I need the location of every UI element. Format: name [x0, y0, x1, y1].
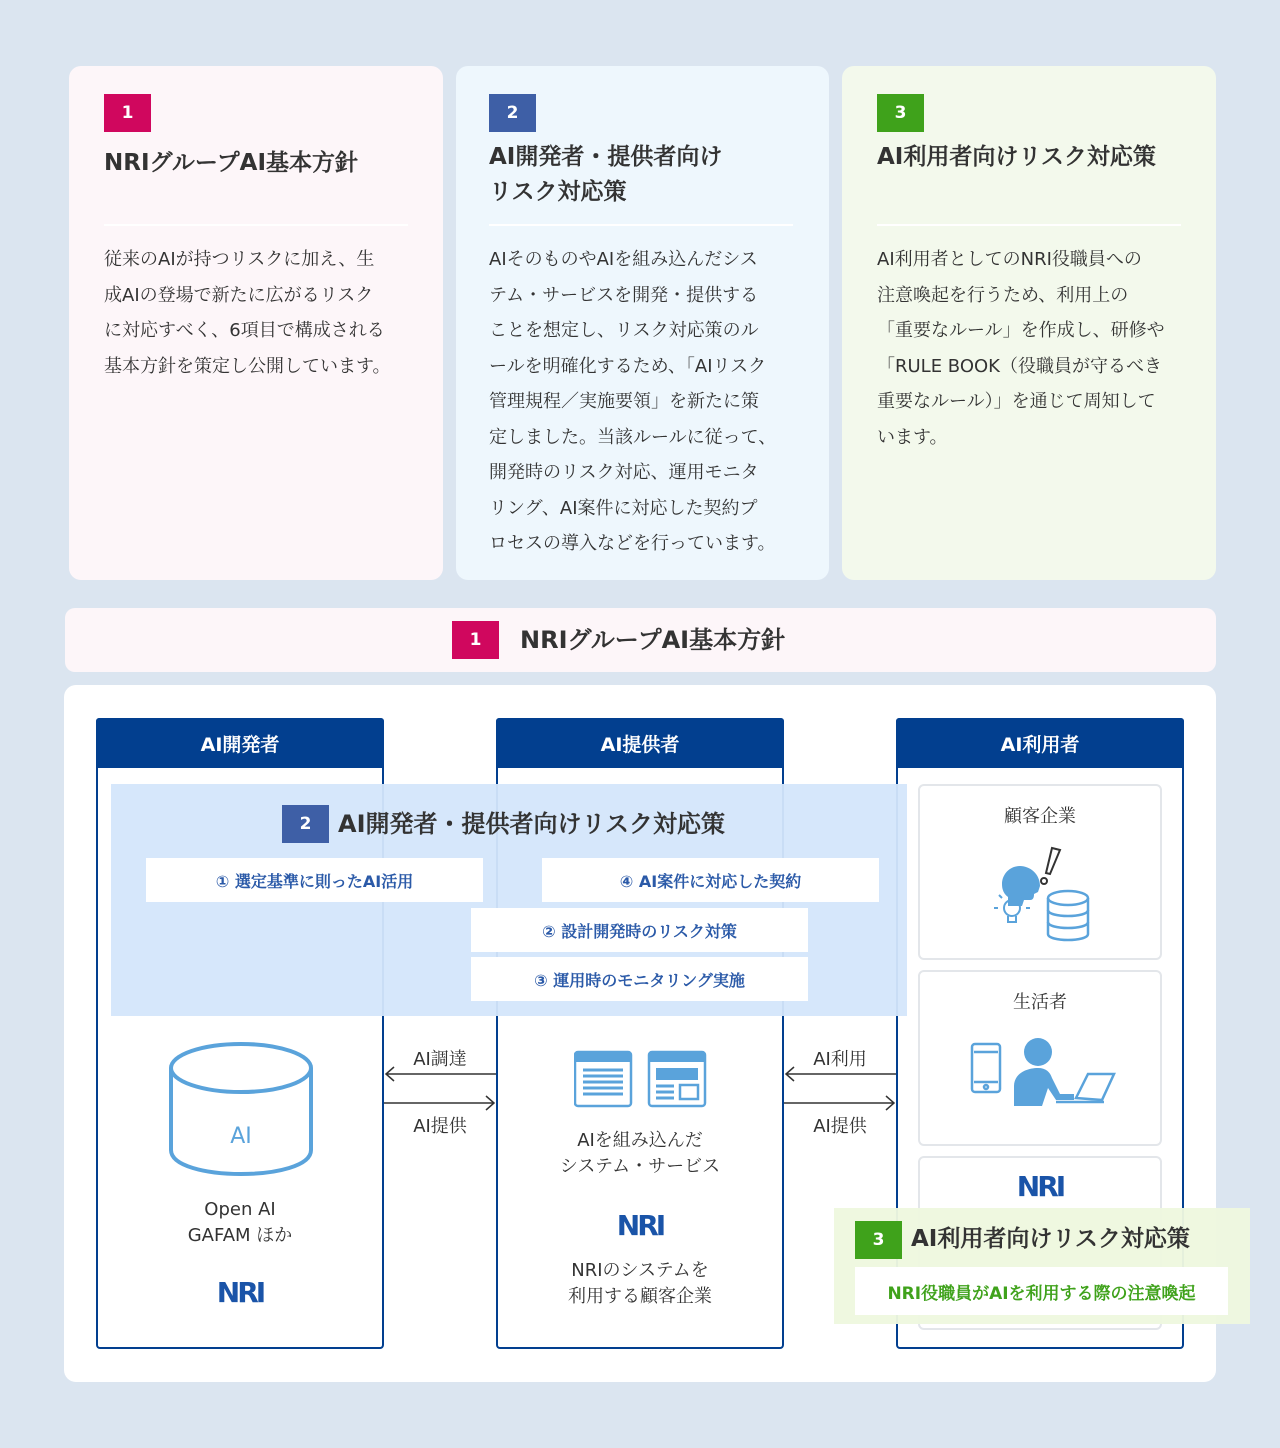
- card-developer-provider-measures: [456, 66, 829, 580]
- smartphone-icon: [972, 1044, 1000, 1092]
- left-arrow-icon: [384, 1066, 496, 1082]
- consumer-label: 生活者: [1013, 992, 1067, 1013]
- card-title-line: AI開発者・提供者向け: [489, 144, 723, 170]
- card-text-line: 「RULE BOOK（役職員が守るべき: [877, 355, 1162, 377]
- card-number-badge: 3: [877, 94, 924, 132]
- card-text-line: ロセスの導入などを行っています。: [489, 533, 776, 554]
- card-title: [104, 146, 424, 181]
- system-service-icon: [574, 1050, 708, 1110]
- arrow-label-ai-use: AI利用: [813, 1049, 867, 1070]
- user-column-header: AI利用者: [896, 718, 1184, 768]
- card-text-line: ールを明確化するため、「AIリスク: [489, 355, 767, 377]
- card-description: [877, 242, 1197, 455]
- developer-name: [100, 1197, 380, 1249]
- card-text-line: リング、AI案件に対応した契約プ: [489, 497, 758, 519]
- corporate-customer-label: 顧客企業: [1004, 806, 1076, 827]
- card-user-measures: [842, 66, 1216, 580]
- card-divider: [489, 224, 793, 226]
- card-text-line: います。: [877, 426, 948, 448]
- card-title-line: NRIグループAI基本方針: [104, 150, 359, 176]
- arrow-label-ai-procurement: AI調達: [413, 1049, 467, 1070]
- measures-number-badge: 2: [282, 805, 329, 843]
- nri-logo: NRI: [216, 1276, 264, 1309]
- ai-model-cylinder-icon: [166, 1040, 316, 1180]
- card-title-line: リスク対応策: [489, 179, 627, 205]
- card-text-line: に対応すべく、6項目で構成される: [104, 320, 385, 341]
- card-text-line: 管理規程／実施要領」を新たに策: [489, 391, 759, 412]
- document-window-icon: [575, 1052, 631, 1106]
- arrow-label-ai-supply: AI提供: [813, 1116, 867, 1137]
- provider-caption: [500, 1128, 780, 1180]
- card-text-line: AIそのものやAIを組み込んだシス: [489, 249, 758, 270]
- exclamation-icon: [1046, 848, 1060, 874]
- user-measures-title: AI利用者向けリスク対応策: [911, 1226, 1190, 1252]
- developer-column-header: AI開発者: [96, 718, 384, 768]
- layout-window-icon: [649, 1052, 705, 1106]
- card-text-line: AI利用者としてのNRI役職員への: [877, 249, 1142, 270]
- banner-title: NRIグループAI基本方針: [520, 626, 786, 654]
- card-text-line: 成AIの登場で新たに広がるリスク: [104, 284, 374, 306]
- arrow-label-ai-supply: AI提供: [413, 1116, 467, 1137]
- user-measures-number-badge: 3: [855, 1221, 902, 1259]
- developer-name-line: GAFAM ほか: [187, 1225, 293, 1246]
- card-text-line: 重要なルール）」を通じて周知して: [877, 391, 1156, 412]
- right-arrow-icon: [784, 1095, 896, 1111]
- provider-caption-line: AIを組み込んだ: [577, 1130, 703, 1151]
- basic-policy-banner: [65, 608, 1216, 672]
- card-text-line: 「重要なルール」を作成し、研修や: [877, 320, 1165, 341]
- provider-client-line: 利用する顧客企業: [568, 1286, 712, 1307]
- measure-contract: ④ AI案件に対応した契約: [542, 858, 879, 902]
- card-text-line: 注意喚起を行うため、利用上の: [877, 284, 1129, 306]
- database-icon: [1048, 891, 1088, 940]
- provider-column-header: AI提供者: [496, 718, 784, 768]
- person-laptop-icon: [1014, 1038, 1114, 1106]
- head-silhouette-icon: [1002, 866, 1040, 906]
- measure-operation-monitoring: ③ 運用時のモニタリング実施: [471, 957, 808, 1001]
- card-divider: [877, 224, 1181, 226]
- card-text-line: 従来のAIが持つリスクに加え、生: [104, 249, 375, 270]
- card-description: [489, 242, 809, 562]
- card-title-line: AI利用者向けリスク対応策: [877, 144, 1156, 170]
- nri-logo: NRI: [1016, 1170, 1064, 1203]
- card-description: [104, 242, 424, 384]
- card-divider: [104, 224, 408, 226]
- nri-logo: NRI: [616, 1209, 664, 1242]
- corporate-customer-icon: [984, 834, 1104, 946]
- card-title: [877, 140, 1197, 175]
- provider-client-line: NRIのシステムを: [571, 1260, 709, 1281]
- card-text-line: 定しました。当該ルールに従って、: [489, 426, 777, 448]
- consumer-box: [918, 970, 1162, 1146]
- card-number-badge: 2: [489, 94, 536, 132]
- card-text-line: 基本方針を策定し公開しています。: [104, 355, 391, 377]
- exclamation-dot-icon: [1041, 878, 1047, 884]
- right-arrow-icon: [384, 1095, 496, 1111]
- card-number-badge: 1: [104, 94, 151, 132]
- cylinder-label: AI: [230, 1124, 252, 1149]
- card-basic-policy: [69, 66, 443, 580]
- consumer-icon: [970, 1034, 1120, 1114]
- provider-client-caption: [500, 1258, 780, 1310]
- card-title: [489, 140, 809, 210]
- card-text-line: ことを想定し、リスク対応策のル: [489, 320, 759, 341]
- provider-caption-line: システム・サービス: [559, 1156, 721, 1177]
- corporate-customer-box: [918, 784, 1162, 960]
- developer-name-line: Open AI: [204, 1199, 276, 1220]
- left-arrow-icon: [784, 1066, 896, 1082]
- measure-design-development: ② 設計開発時のリスク対策: [471, 908, 808, 952]
- card-text-line: テム・サービスを開発・提供する: [489, 284, 759, 306]
- user-measures-subtitle: NRI役職員がAIを利用する際の注意喚起: [855, 1267, 1228, 1315]
- measures-title: AI開発者・提供者向けリスク対応策: [338, 810, 726, 838]
- card-text-line: 開発時のリスク対応、運用モニタ: [489, 462, 759, 483]
- measure-selection-criteria: ① 選定基準に則ったAI活用: [146, 858, 483, 902]
- banner-number-badge: 1: [452, 621, 499, 659]
